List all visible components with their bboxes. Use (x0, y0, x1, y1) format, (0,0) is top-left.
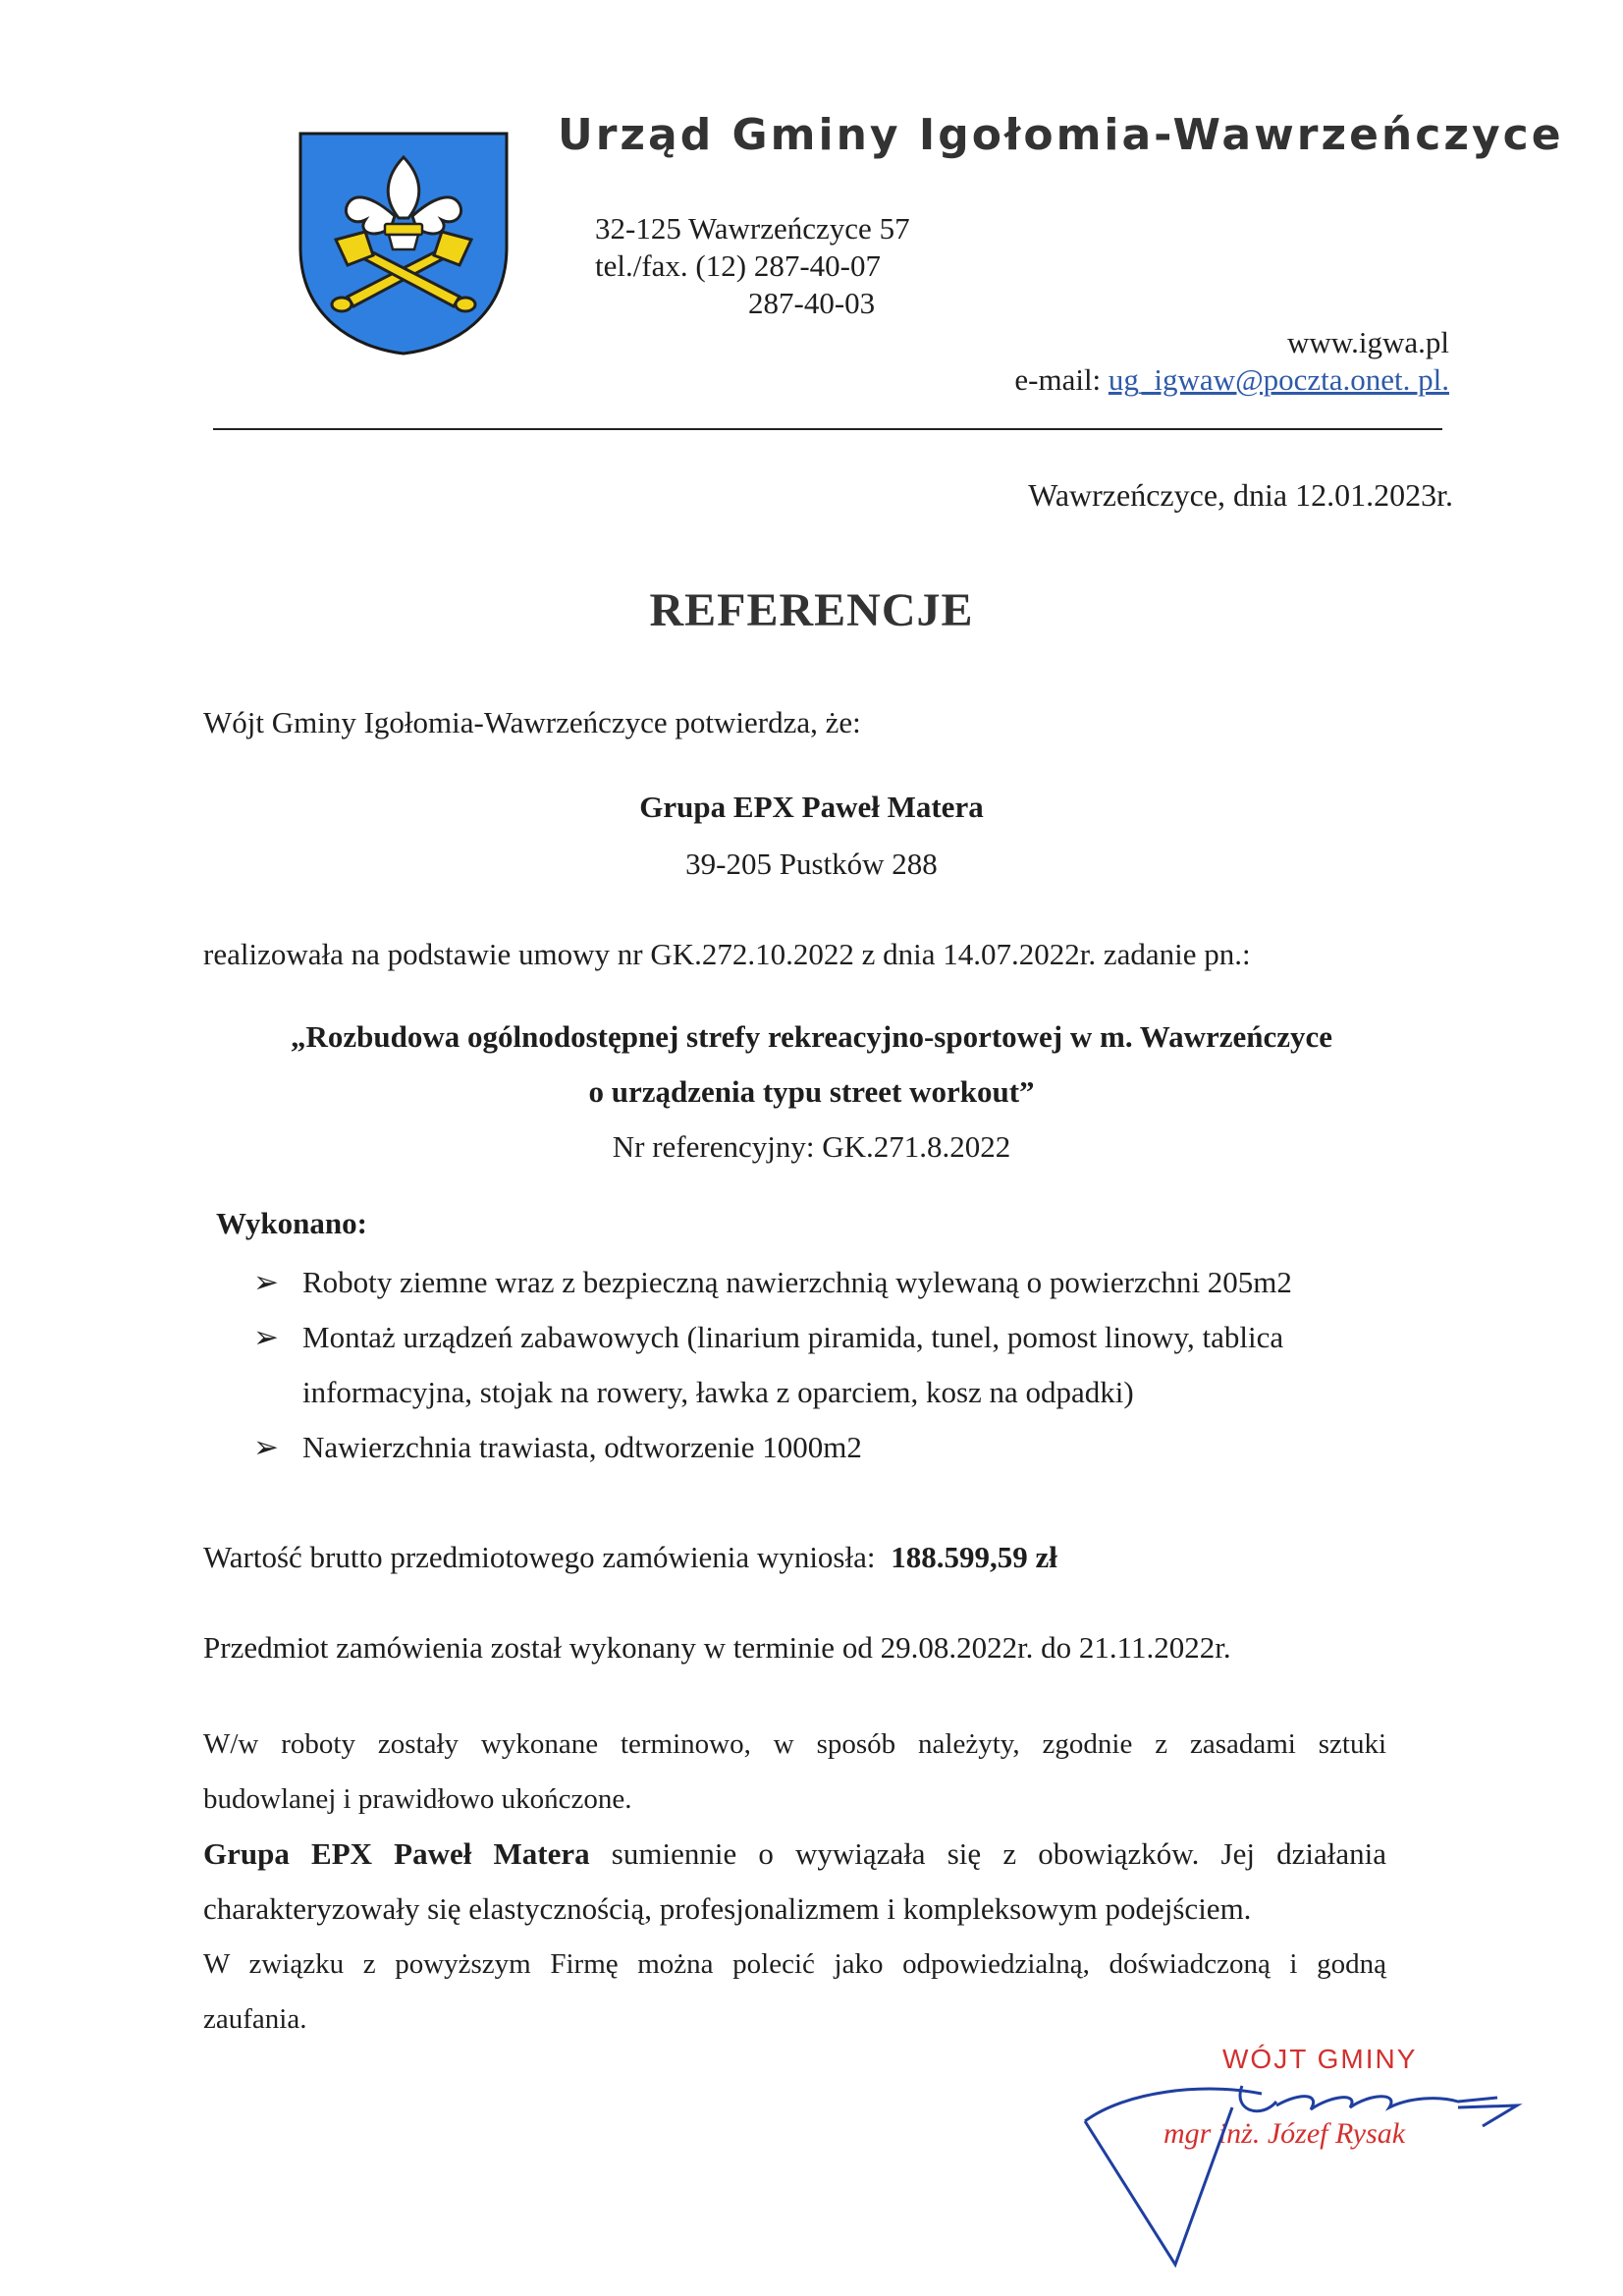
phone-line: tel./fax. (12) 287-40-07 (595, 248, 881, 283)
email-link[interactable]: ug_igwaw@poczta.onet. pl. (1108, 362, 1449, 397)
value-line (203, 1540, 1057, 1575)
company-address: 39-205 Pustków 288 (685, 847, 938, 881)
document-title: REFERENCJE (649, 584, 974, 636)
list-item-continuation: informacyjna, stojak na rowery, ławka z oparciem, kosz na odpadki) (302, 1375, 1134, 1409)
done-list (253, 1255, 1292, 1475)
website-link[interactable]: www.igwa.pl (1286, 325, 1449, 359)
office-address (595, 210, 910, 322)
task-reference: Nr referencyjny: GK.271.8.2022 (612, 1129, 1011, 1164)
task-name-line-2: o urządzenia typu street workout” (588, 1074, 1035, 1109)
value-label: Wartość brutto przedmiotowego zamówienia wyniosła: (203, 1540, 876, 1574)
closing-p3-line1: W związku z powyższym Firmę można polecić jako odpowiedzialną, doświadczoną i godną (203, 1948, 1386, 1980)
bullet-arrow-icon: ➢ (253, 1430, 279, 1464)
email-label: e-mail: (1014, 362, 1102, 397)
email-line (1014, 361, 1449, 399)
stamp-name: mgr inż. Józef Rysak (1163, 2117, 1406, 2150)
done-heading: Wykonano: (216, 1206, 367, 1240)
closing-p2-line2: charakteryzowały się elastycznością, profesjonalizmem i kompleksowym podejściem. (203, 1891, 1252, 1926)
document-date: Wawrzeńczyce, dnia 12.01.2023r. (1028, 477, 1453, 513)
list-item: ➢ Montaż urządzeń zabawowych (linarium piramida, tunel, pomost linowy, tablica (253, 1310, 1292, 1365)
bullet-arrow-icon: ➢ (253, 1265, 279, 1299)
closing-p2-line1 (203, 1827, 1386, 1882)
value-amount: 188.599,59 zł (891, 1540, 1057, 1574)
list-item: ➢ Nawierzchnia trawiasta, odtworzenie 1000m2 (253, 1420, 1292, 1475)
closing-p2-rest: sumiennie o wywiązała się z obowiązków. Jej działania (611, 1836, 1387, 1871)
list-item: ➢ Roboty ziemne wraz z bezpieczną nawierzchnią wylewaną o powierzchni 205m2 (253, 1255, 1292, 1310)
company-name: Grupa EPX Paweł Matera (639, 790, 984, 824)
term-line: Przedmiot zamówienia został wykonany w terminie od 29.08.2022r. do 21.11.2022r. (203, 1630, 1231, 1665)
closing-p1-line2: budowlanej i prawidłowo ukończone. (203, 1783, 632, 1815)
coat-of-arms-icon (297, 130, 511, 355)
closing-company-name: Grupa EPX Paweł Matera (203, 1836, 590, 1871)
header-divider (213, 428, 1442, 430)
closing-p3-line2: zaufania. (203, 2003, 307, 2035)
stamp-title: WÓJT GMINY (1222, 2044, 1418, 2074)
office-name: Urząd Gminy Igołomia-Wawrzeńczyce (558, 110, 1564, 160)
signature-stamp (1065, 2033, 1537, 2278)
bullet-arrow-icon: ➢ (253, 1320, 279, 1354)
task-name-line-1: „Rozbudowa ogólnodostępnej strefy rekreacyjno-sportowej w m. Wawrzeńczyce (290, 1019, 1333, 1054)
closing-p1-line1: W/w roboty zostały wykonane terminowo, w sposób należyty, zgodnie z zasadami sztuki (203, 1728, 1386, 1760)
intro-line: Wójt Gminy Igołomia-Wawrzeńczyce potwierdza, że: (203, 705, 861, 739)
contact-block (1014, 324, 1449, 399)
address-line: 32-125 Wawrzeńczyce 57 (595, 211, 910, 246)
phone-line-2: 287-40-03 (748, 286, 876, 320)
contract-line: realizowała na podstawie umowy nr GK.272.10.2022 z dnia 14.07.2022r. zadanie pn.: (203, 937, 1251, 971)
